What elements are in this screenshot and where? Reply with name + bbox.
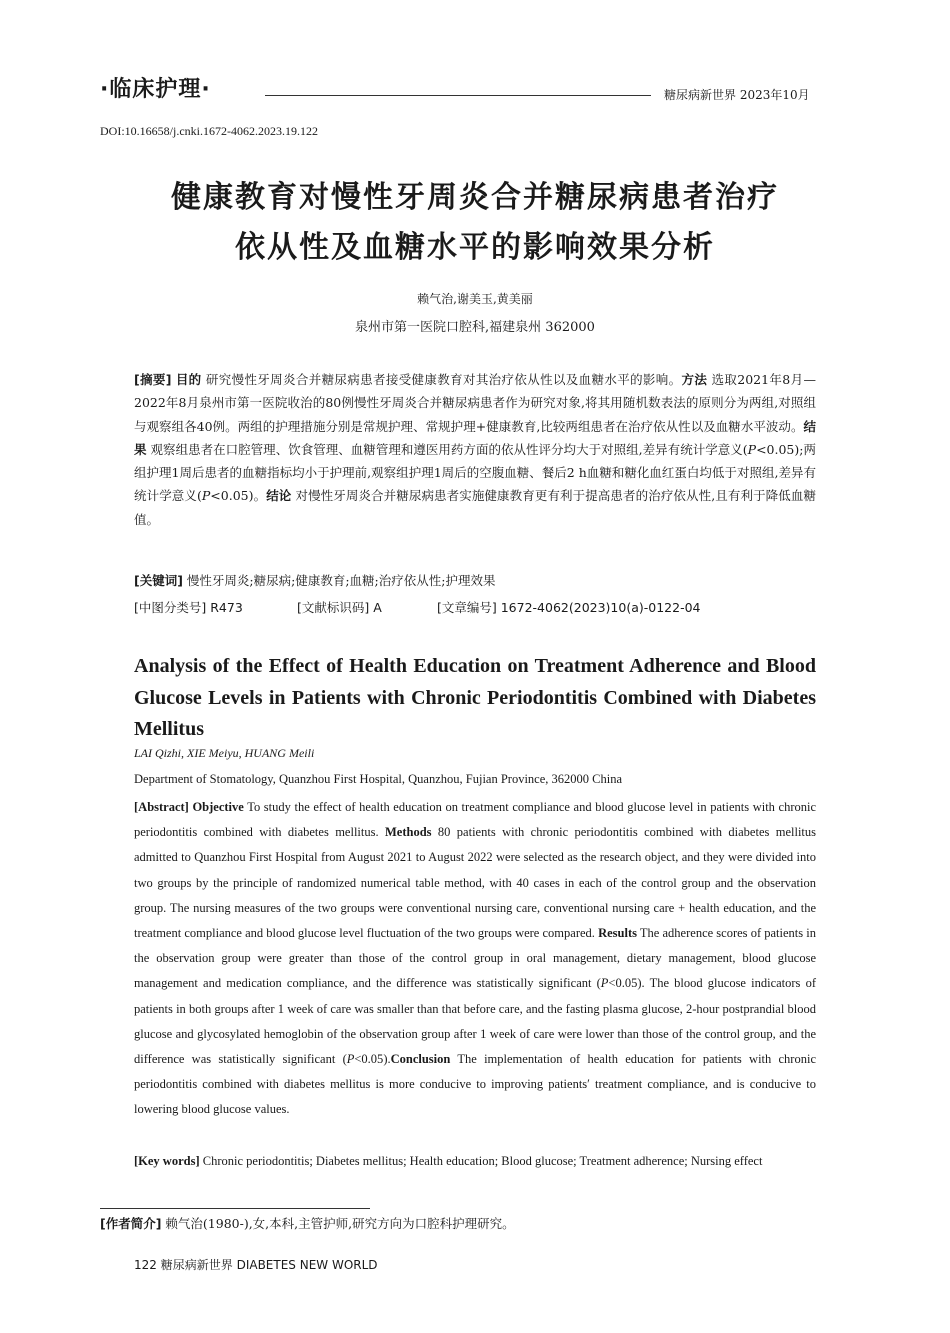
page-number: 122 (134, 1258, 157, 1272)
keywords-cn-text: 慢性牙周炎;糖尿病;健康教育;血糖;治疗依从性;护理效果 (186, 573, 496, 588)
author-note (100, 1214, 515, 1232)
results-cn-part1: 观察组患者在口腔管理、饮食管理、血糖管理和遵医用药方面的依从性评分均大于对照组,差异有统计学意义( (150, 441, 748, 457)
p-symbol: P (346, 1052, 355, 1067)
methods-cn: 选取2021年8月—2022年8月泉州市第一医院收治的80例慢性牙周炎合并糖尿病患者作为研究对象,将其用随机数表法的原则分为两组,对照组与观察组各40例。两组的护理措施分别是常规护理、常规护理+健康教育,比较两组患者在治疗依从性以及血糖水平波动。 (134, 372, 816, 434)
methods-label-en: Methods (385, 825, 432, 840)
title-cn-line1: 健康教育对慢性牙周炎合并糖尿病患者治疗 (171, 180, 779, 215)
results-cn-part2: );两组护理1周后患者的血糖指标均小于护理前,观察组护理1周后的空腹血糖、餐后2 h血糖和糖化血红蛋白均低于对照组,差异有统计学意义( (134, 441, 816, 504)
objective-cn: 研究慢性牙周炎合并糖尿病患者接受健康教育对其治疗依从性以及血糖水平的影响。 (205, 372, 682, 387)
authors-cn: 赖气治,谢美玉,黄美丽 (417, 292, 533, 306)
affiliation-en: Department of Stomatology, Quanzhou First Hospital, Quanzhou, Fujian Province, 362000 China (134, 772, 623, 786)
p-symbol: P (201, 488, 211, 504)
keywords-en-text: Chronic periodontitis; Diabetes mellitus; Health education; Blood glucose; Treatment adherence; Nursing effect (202, 1154, 763, 1168)
results-en-part2: ). The blood glucose indicators of patients in both groups after 1 week of care was smaller than that before care, and the fasting plasma glucose, 2-hour postprandial blood glucose and glycosylated hemoglobin of the observation group after 1 week of care were lower than those of the control group, and the difference was statistically significant ( (134, 976, 816, 1067)
keywords-cn (134, 571, 816, 589)
methods-label-cn: 方法 (681, 372, 708, 387)
author-note-label: [作者简介] (100, 1216, 162, 1231)
title-en: Analysis of the Effect of Health Education on Treatment Adherence and Blood Glucose Levels in Patients with Chronic Periodontitis Combined with Diabetes Mellitus (134, 655, 816, 740)
abstract-cn (134, 368, 816, 531)
abstract-cn-label: [摘要] (134, 372, 172, 387)
footnote-rule (100, 1208, 370, 1209)
affiliation-cn: 泉州市第一医院口腔科,福建泉州 362000 (355, 320, 595, 335)
results-label-cn: 结果 (134, 418, 816, 457)
abstract-en (134, 795, 816, 1123)
objective-label-cn: 目的 (175, 372, 202, 387)
p-symbol: P (747, 441, 757, 457)
page-footer (134, 1256, 378, 1273)
conclusion-label-cn: 结论 (266, 488, 292, 504)
header-rule (265, 95, 651, 96)
abstract-en-label: [Abstract] (134, 800, 189, 814)
p-value: <0.05 (608, 976, 638, 991)
p-value: <0.05 (354, 1052, 384, 1067)
clc-number: [中图分类号] R473 (134, 600, 243, 615)
keywords-cn-label: [关键词] (134, 573, 183, 588)
conclusion-label-en: Conclusion (390, 1052, 451, 1067)
methods-en: 80 patients with chronic periodontitis combined with diabetes mellitus admitted to Quanzhou First Hospital from August 2021 to August 2022 were selected as the research object, and they were divided into two groups by the principle of randomized numerical table method, with 40 cases in each of the control group and the observation group. The nursing measures of the two groups were conventional nursing care, conventional nursing care + health education, and the treatment compliance and blood glucose level fluctuation of the two groups were compared. (134, 825, 817, 941)
journal-date: 糖尿病新世界 2023年10月 (664, 88, 810, 102)
conclusion-cn: 对慢性牙周炎合并糖尿病患者实施健康教育更有利于提高患者的治疗依从性,且有利于降低血糖值。 (134, 488, 816, 527)
keywords-en (134, 1149, 816, 1174)
results-en-part1: The adherence scores of patients in the observation group were greater than those of the control group in oral management, dietary management, blood glucose management and medication compliance, and the difference was statistically significant ( (134, 926, 817, 991)
doi: DOI:10.16658/j.cnki.1672-4062.2023.19.122 (100, 124, 318, 138)
authors-en: LAI Qizhi, XIE Meiyu, HUANG Meili (134, 746, 315, 760)
objective-label-en: Objective (192, 800, 244, 814)
objective-en: To study the effect of health education on treatment compliance and blood glucose level in patients with chronic periodontitis combined with diabetes mellitus. (134, 800, 816, 840)
p-symbol: P (600, 976, 609, 991)
footer-journal-en: DIABETES NEW WORLD (236, 1258, 378, 1272)
document-code: [文献标识码] A (297, 600, 382, 615)
author-note-text: 赖气治(1980-),女,本科,主管护师,研究方向为口腔科护理研究。 (165, 1216, 515, 1231)
footer-journal-cn: 糖尿病新世界 (160, 1258, 233, 1272)
article-number: [文章编号] 1672-4062(2023)10(a)-0122-04 (437, 600, 701, 615)
results-en-part3: ). (383, 1052, 391, 1067)
keywords-en-label: [Key words] (134, 1154, 200, 1168)
section-tag: ·临床护理· (100, 77, 211, 102)
p-value: <0.05 (210, 488, 249, 504)
conclusion-en: The implementation of health education for patients with chronic periodontitis combined with diabetes mellitus is more conducive to improving patients′ treatment compliance, and is conducive to lowering blood glucose values. (134, 1052, 816, 1117)
p-value: <0.05 (756, 441, 795, 457)
title-cn-line2: 依从性及血糖水平的影响效果分析 (235, 230, 715, 265)
results-label-en: Results (598, 926, 637, 941)
results-cn-part3: )。 (248, 488, 267, 504)
